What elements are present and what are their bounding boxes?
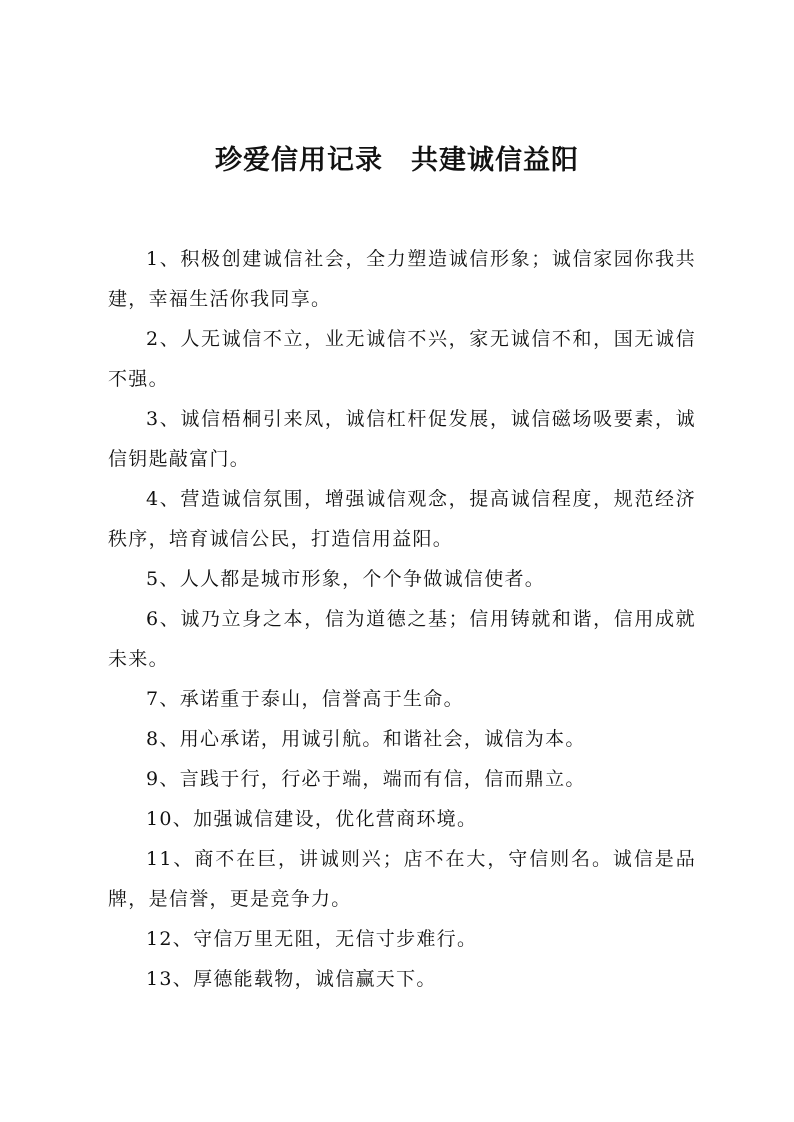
slogan-item: 8、用心承诺，用诚引航。和谐社会，诚信为本。: [146, 728, 586, 750]
slogan-item: 1、积极创建诚信社会，全力塑造诚信形象；诚信家园你我共建，幸福生活你我同享。: [108, 248, 696, 310]
slogan-item: 9、言践于行，行必于端，端而有信，信而鼎立。: [146, 768, 586, 790]
slogan-item: 10、加强诚信建设，优化营商环境。: [146, 808, 478, 830]
slogan-item: 12、守信万里无阻，无信寸步难行。: [146, 928, 478, 950]
slogan-item: 11、商不在巨，讲诚则兴；店不在大，守信则名。诚信是品牌，是信誉，更是竞争力。: [108, 848, 696, 910]
slogan-item: 3、诚信梧桐引来凤，诚信杠杆促发展，诚信磁场吸要素，诚信钥匙敲富门。: [108, 408, 696, 470]
slogan-item: 13、厚德能载物，诚信赢天下。: [146, 968, 437, 990]
slogan-item: 5、人人都是城市形象，个个争做诚信使者。: [146, 568, 546, 590]
slogan-item: 4、营造诚信氛围，增强诚信观念，提高诚信程度，规范经济秩序，培育诚信公民，打造信用益阳。: [108, 488, 696, 550]
slogan-item: 6、诚乃立身之本，信为道德之基；信用铸就和谐，信用成就未来。: [108, 608, 696, 670]
page-title: 珍爱信用记录 共建诚信益阳: [215, 145, 579, 176]
slogan-list: [108, 239, 696, 999]
slogan-item: 7、承诺重于泰山，信誉高于生命。: [146, 688, 464, 710]
slogan-item: 2、人无诚信不立，业无诚信不兴，家无诚信不和，国无诚信不强。: [108, 328, 696, 390]
